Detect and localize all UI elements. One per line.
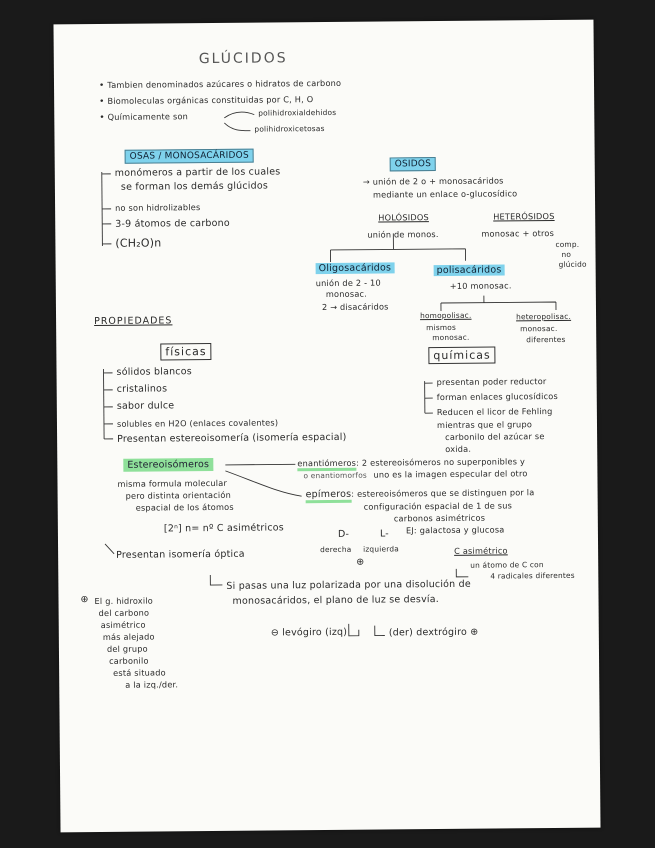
note-line-8: a la izq./der. (125, 679, 179, 690)
optica-desc-1: Si pasas una luz polarizada por una disolución de (226, 578, 471, 592)
note-line-4: más alejado (102, 631, 155, 642)
note-mark: ⊕ (80, 594, 89, 606)
heterosidos-desc-2a: comp. (555, 239, 580, 249)
intro-line-1: • Tambien denominados azúcares o hidratos de carbono (98, 77, 342, 91)
enantiomeros-desc-2: uno es la imagen especular del otro (373, 468, 528, 480)
quimicas-item-1: presentan poder reductor (436, 376, 547, 388)
fisicas-item-3: sabor dulce (116, 400, 175, 412)
osas-heading: OSAS / MONOSACÁRIDOS (125, 149, 254, 164)
isomeria-optica-label: Presentan isomería óptica (116, 548, 245, 561)
homopolisac-label: homopolisac. (420, 310, 472, 321)
levogiro-label: ⊖ levógiro (izq) (270, 626, 348, 639)
osidos-desc-2: mediante un enlace o-glucosídico (372, 188, 518, 200)
osas-item-3: 3-9 átomos de carbono (115, 217, 230, 230)
epimeros-line: epímeros: estereoisómeros que se distinguen por la (306, 487, 535, 500)
note-line-5: del grupo (106, 643, 148, 654)
holosidos-label: HOLÓSIDOS (378, 212, 429, 223)
osas-item-1: monómeros a partir de los cuales (114, 166, 281, 179)
estereo-desc-2: pero distinta orientación (125, 489, 232, 501)
heterosidos-desc-2c: glúcido (558, 259, 587, 269)
epimeros-term: epímeros (306, 489, 352, 503)
intro-type-1: polihidroxialdehidos (258, 107, 337, 118)
quimicas-item-4: mientras que el grupo (436, 419, 533, 431)
c-asim-desc-2: 4 radicales diferentes (490, 570, 575, 581)
fisicas-item-1: sólidos blancos (116, 366, 192, 378)
propiedades-heading: PROPIEDADES (94, 315, 173, 328)
estereoisomeros-label: Estereoisómeros (123, 458, 213, 472)
enantiomorfos-note: o enantiomorfos (303, 470, 368, 481)
osas-item-2: no son hidrolizables (115, 202, 201, 213)
estereo-formula: [2ⁿ] n= nº C asimétricos (163, 522, 284, 535)
osidos-heading: OSIDOS (390, 157, 437, 171)
oligo-desc-3: 2 → disacáridos (321, 301, 389, 313)
note-line-7: está situado (113, 667, 166, 678)
hetero-desc-1: monosac. (520, 323, 558, 334)
note-line-3: asimétrico (100, 619, 146, 630)
quimicas-item-5: carbonilo del azúcar se (445, 431, 545, 442)
oligosacaridos-label: Oligosacáridos (316, 262, 395, 274)
notebook-page (53, 20, 600, 833)
intro-type-2: polihidroxicetosas (254, 124, 325, 134)
osas-item-1b: se forman los demás glúcidos (120, 180, 269, 193)
epimeros-desc-2: configuración espacial de 1 de sus (363, 500, 513, 512)
fisicas-item-5: Presentan estereoisomería (isomería espacial) (117, 431, 347, 445)
oligo-desc-2: monosac. (325, 288, 368, 300)
polisacaridos-label: polisacáridos (434, 264, 505, 276)
izquierda-label: izquierda (363, 544, 399, 554)
oligo-desc-1: unión de 2 - 10 (315, 277, 381, 289)
note-line-6: carbonilo (108, 655, 149, 666)
heteropolisac-label: heteropolisac. (516, 311, 572, 322)
hetero-desc-2: diferentes (526, 334, 566, 345)
heterosidos-label: HETERÓSIDOS (493, 211, 555, 222)
fisicas-label: físicas (160, 343, 211, 360)
note-line-1: El g. hidroxilo (94, 595, 154, 607)
homo-desc-1: mismos (426, 322, 457, 333)
quimicas-item-3: Reducen el licor de Fehling (436, 406, 553, 418)
intro-line-2: • Biomoleculas orgánicas constituidas por C, H, O (99, 94, 314, 107)
epimeros-example: EJ: galactosa y glucosa (405, 524, 505, 536)
c-asim-desc-1: un átomo de C con (470, 560, 544, 570)
heterosidos-desc: monosac + otros (481, 228, 555, 239)
intro-line-3: • Químicamente son (99, 111, 189, 123)
quimicas-label: químicas (428, 347, 495, 365)
optica-desc-2: monosacáridos, el plano de luz se desvía. (232, 594, 440, 607)
derecha-label: derecha (320, 544, 352, 555)
dextrogiro-label: (der) dextrógiro ⊕ (388, 626, 479, 639)
osidos-desc-1: → unión de 2 o + monosacáridos (362, 175, 504, 187)
quimicas-item-6: oxida. (445, 443, 472, 454)
holosidos-desc: unión de monos. (367, 229, 439, 240)
estereo-desc-3: espacial de los átomos (135, 501, 234, 513)
homo-desc-2: monosac. (432, 332, 470, 343)
osas-item-4: (CH₂O)n (115, 236, 162, 250)
enantiomeros-term: enantiómeros (297, 458, 356, 472)
quimicas-item-2: forman enlaces glucosídicos (436, 390, 558, 403)
fisicas-item-2: cristalinos (116, 383, 168, 395)
enantiomeros-line: enantiómeros: 2 estereoisómeros no superponibles y (297, 456, 525, 468)
d-label: D- (337, 528, 350, 540)
page-title: GLÚCIDOS (198, 50, 288, 68)
note-line-2: del carbono (98, 607, 150, 618)
poli-desc: +10 monosac. (449, 280, 512, 291)
estereo-desc-1: misma formula molecular (117, 477, 228, 489)
c-asimetrico-label: C asimétrico (454, 545, 508, 556)
plus-mark: ⊕ (356, 556, 365, 568)
epimeros-desc-3: carbonos asimétricos (393, 512, 486, 524)
heterosidos-desc-2b: no (561, 249, 572, 259)
fisicas-item-4: solubles en H2O (enlaces covalentes) (116, 417, 279, 429)
l-label: L- (379, 528, 389, 540)
